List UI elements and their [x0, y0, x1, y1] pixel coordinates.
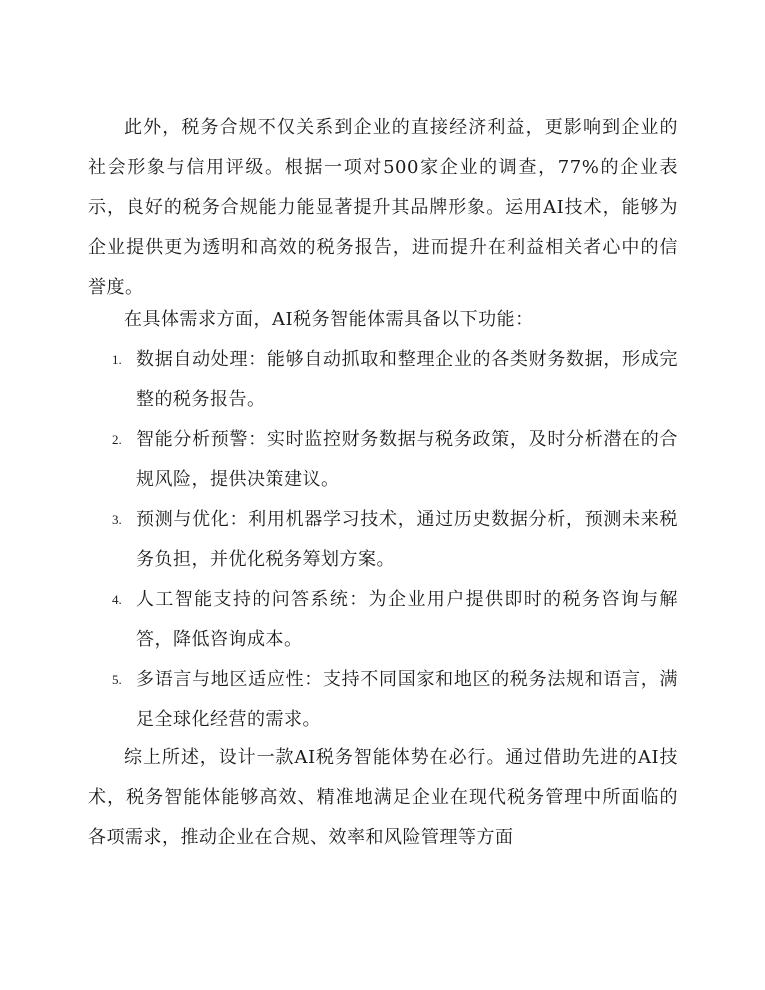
- list-item-text: 预测与优化：利用机器学习技术，通过历史数据分析，预测未来税务负担，并优化税务筹划方案。: [136, 509, 678, 570]
- list-item: [88, 500, 678, 580]
- list-item: [88, 660, 678, 740]
- list-item-text: 多语言与地区适应性：支持不同国家和地区的税务法规和语言，满足全球化经营的需求。: [136, 669, 678, 730]
- list-number: 4.: [112, 592, 122, 607]
- paragraph-conclusion: 综上所述，设计一款AI税务智能体势在必行。通过借助先进的AI技术，税务智能体能够高效、精准地满足企业在现代税务管理中所面临的各项需求，推动企业在合规、效率和风险管理等方面: [88, 747, 678, 848]
- paragraph-requirements-intro: 在具体需求方面，AI税务智能体需具备以下功能：: [124, 309, 534, 330]
- list-item-text: 智能分析预警：实时监控财务数据与税务政策，及时分析潜在的合规风险，提供决策建议。: [136, 429, 678, 490]
- list-item-text: 数据自动处理：能够自动抓取和整理企业的各类财务数据，形成完整的税务报告。: [136, 349, 678, 410]
- list-item-text: 人工智能支持的问答系统：为企业用户提供即时的税务咨询与解答，降低咨询成本。: [136, 589, 678, 650]
- list-item: [88, 340, 678, 420]
- list-number: 1.: [112, 352, 122, 367]
- list-item: [88, 580, 678, 660]
- paragraph-tax-compliance: 此外，税务合规不仅关系到企业的直接经济利益，更影响到企业的社会形象与信用评级。根据一项对500家企业的调查，77%的企业表示，良好的税务合规能力能显著提升其品牌形象。运用AI技术，能够为企业提供更为透明和高效的税务报告，进而提升在利益相关者心中的信誉度。: [88, 117, 678, 298]
- list-number: 3.: [112, 512, 122, 527]
- list-number: 5.: [112, 672, 122, 687]
- list-number: 2.: [112, 432, 122, 447]
- list-item: [88, 420, 678, 500]
